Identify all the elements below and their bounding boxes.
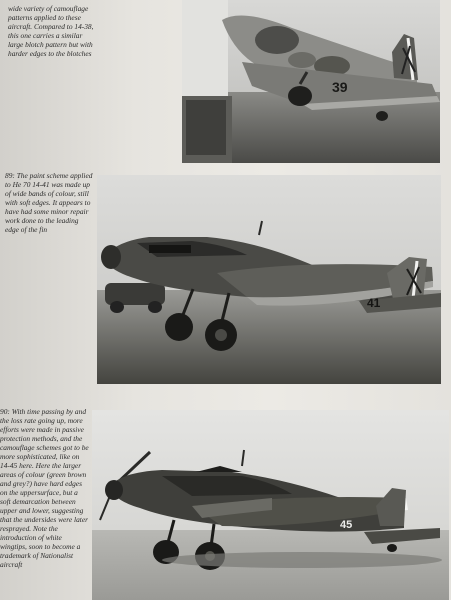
code-14-45: 45 bbox=[340, 519, 353, 531]
caption-89: 89: The paint scheme applied to He 70 14-41 was made up of wide bands of colour, still with soft edges. It appears to have had some minor repair work done to the leading edge of the fin bbox=[5, 171, 93, 234]
caption-88: wide variety of camouflage patterns applied to these aircraft. Compared to 14-38, this one carries a similar large blotch pattern but with harder edges to the blotches bbox=[8, 4, 94, 58]
caption-90: 90: With time passing by and the loss rate going up, more efforts were made in passive protection methods, and the camouflage schemes got to be more sophisticated, like on 14-45 here. Here the larger areas of colour (green brown and grey?) have hard edges on the uppersurface, but a soft demarcation between upper and lower, suggesting that the undersides were later resprayed. Note the introduction of white wingtips, soon to become a trademark of Nationalist aircraft bbox=[0, 407, 89, 569]
code-14-38: 39 bbox=[332, 79, 348, 95]
photo-he70-14-38 bbox=[182, 0, 440, 163]
photo-he70-14-41 bbox=[97, 175, 441, 384]
photo-he70-14-45 bbox=[92, 410, 449, 600]
code-14-41: 41 bbox=[367, 296, 381, 310]
